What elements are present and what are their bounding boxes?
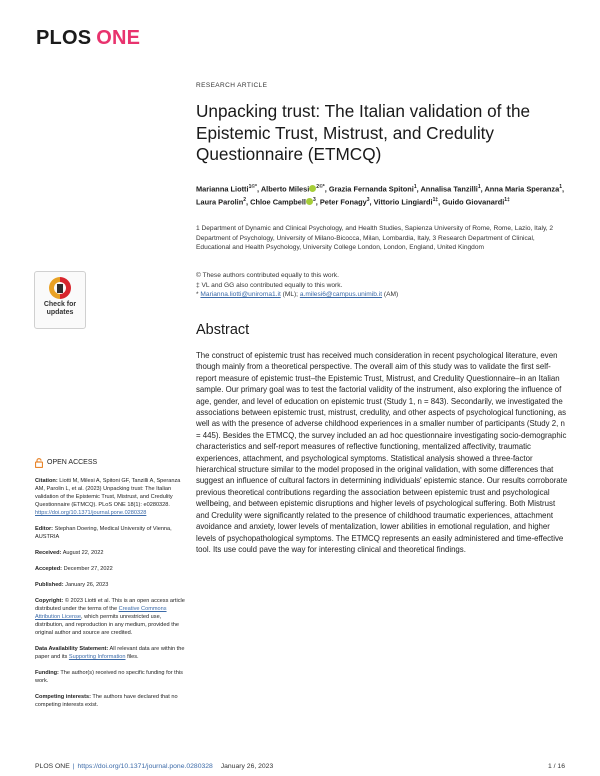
orcid-icon[interactable] — [306, 198, 313, 205]
data-availability: Data Availability Statement: All relevant data are within the paper and its Supporting Information files. — [35, 646, 185, 660]
author-affiliation-marker: 1©* — [248, 184, 257, 190]
footer-doi-link[interactable]: https://doi.org/10.1371/journal.pone.0280328 — [77, 763, 213, 770]
check-for-updates-badge[interactable] — [34, 271, 86, 329]
affiliations: 1 Department of Dynamic and Clinical Psychology, and Health Studies, Sapienza University of Rome, Rome, Lazio, Italy, 2 Department of Psychology, University of Milano-Bicocca, Milan, Lombardia, Italy, 3 Research Department of Clinical, Educational and Health Psychology, University College London, London, England, United Kingdom — [196, 225, 554, 252]
author-affiliation-marker: 2 — [243, 196, 247, 203]
author-list: Marianna Liotti$^{1©*}$, Alberto Milesi $^{2©*}$, Grazia Fernanda Spitoni$^1$, Annalisa Tanzilli$^1$, Anna Maria Speranza$^1$, Laura Parolin$^2$, Chloe Campbell $^3$, Peter Fonagy$^3$, Vittorio Lingiardi$^{1\ddagger}$, Guido Giovanardi$^{1\ddagger}$ — [196, 184, 565, 207]
page-number: 1 / 16 — [547, 763, 565, 770]
email-link-liotti[interactable]: Marianna.liotti@uniroma1.it — [200, 291, 281, 299]
email1-tag: (ML); — [282, 291, 299, 299]
footer-date: January 26, 2023 — [220, 763, 274, 770]
email-link-milesi[interactable]: a.milesi6@campus.unimib.it — [299, 291, 383, 299]
received-date: Received: August 22, 2022 — [35, 550, 104, 556]
corresponding-author-note — [196, 290, 568, 300]
author-affiliation-marker: 1 — [477, 184, 481, 190]
author-name[interactable]: Anna Maria Speranza — [484, 184, 560, 194]
abstract-text: The construct of epistemic trust has received much consideration in recent psychological literature, even though mainly from a theoretical perspective. The overall aim of this study was to validate the first self-report measure of epistemic trust–the Epistemic Trust, Mistrust, and Credulity Questionnaire–in an Italian sample. Our primary goal was to test the factorial validity of the instrument, also exploring the influence of age, gender, and level of education on epistemic trust (Study 1, n = 843). Secondarily, we investigated the associations between epistemic trust, mistrust, credulity, and other aspects of psychological functioning, as well as with the presence of adverse childhood experiences in a smaller number of participants (Study 2, n = 445). Besides the ETMCQ, the survey included an ad hoc questionnaire investigating socio-demographic characteristics and self-report measures of reflective functioning, mentalized affectivity, traumatic experiences, attachment, and psychological symptoms. Statistical analysis showed a three-factor hierarchical structure similar to the model proposed in the original validation, with some differences that suggest an influence of cultural factors in determining individuals' epistemic stance. Our results corroborate previous theoretical contributions regarding the association between epistemic trust and psychological wellbeing, and between epistemic disruptions and higher levels of psychological suffering. Both Mistrust and Credulity were significantly related to the presence of childhood traumatic experiences, attachment avoidance and anxiety, lower levels of mentalization, lower abilities in emotional regulation, and higher levels of psychopathological symptoms. The ETMCQ represents an easily administered and time-effective tool. Its use could pave the way for interesting clinical and theoretical findings. — [196, 351, 568, 554]
author-affiliation-marker: 1 — [559, 184, 562, 190]
author-name[interactable]: Laura Parolin — [196, 197, 244, 207]
author-affiliation-marker: 1‡ — [432, 196, 439, 203]
open-lock-icon — [35, 458, 43, 468]
email2-tag: (AM) — [383, 291, 399, 299]
footer-journal: PLOS ONE — [35, 763, 70, 770]
accepted-date: Accepted: December 27, 2022 — [35, 566, 113, 572]
open-access-row — [35, 458, 185, 468]
logo-plos: PLOS — [36, 27, 92, 49]
article-type-label: RESEARCH ARTICLE — [196, 82, 268, 89]
author-name[interactable]: Alberto Milesi — [260, 184, 310, 194]
author-name[interactable]: Marianna Liotti — [196, 184, 249, 194]
abstract-heading: Abstract — [196, 322, 250, 338]
check-for-updates-label: Check for updates — [43, 301, 77, 316]
also-contributed-note: ‡ VL and GG also contributed equally to this work. — [196, 281, 343, 289]
equal-contribution-note: © These authors contributed equally to this work. — [196, 272, 339, 279]
published-date: Published: January 26, 2023 — [35, 582, 109, 588]
page-footer: PLOS ONE | https://doi.org/10.1371/journal.pone.0280328 January 26, 2023 1 / 16 — [35, 763, 565, 770]
author-name[interactable]: Guido Giovanardi — [442, 197, 505, 207]
competing-interests: Competing interests: The authors have declared that no competing interests exist. — [35, 694, 178, 708]
supporting-information-link[interactable]: Supporting Information — [68, 654, 126, 660]
author-affiliation-marker: 3 — [366, 196, 370, 203]
article-info-sidebar — [35, 458, 185, 717]
author-name[interactable]: Chloe Campbell — [250, 197, 306, 207]
author-name[interactable]: Peter Fonagy — [319, 197, 367, 207]
corr-marker: * — [196, 291, 199, 299]
author-name[interactable]: Grazia Fernanda Spitoni — [328, 184, 414, 194]
logo-one: ONE — [96, 27, 141, 49]
editor: Editor: Stephan Doering, Medical University of Vienna, AUSTRIA — [35, 526, 172, 540]
journal-logo — [36, 27, 140, 50]
article-title: Unpacking trust: The Italian validation of the Epistemic Trust, Mistrust, and Credulity Questionnaire (ETMCQ) — [196, 101, 531, 164]
license-link[interactable]: Creative Commons Attribution License — [35, 606, 167, 620]
author-affiliation-marker: 3 — [312, 196, 316, 203]
author-affiliation-marker: 2©* — [316, 184, 325, 190]
author-notes — [196, 271, 568, 300]
open-access-label: OPEN ACCESS — [47, 459, 98, 466]
author-affiliation-marker: 1 — [413, 184, 417, 190]
copyright: Copyright: © 2023 Liotti et al. This is an open access article distributed under the terms of the Creative Commons Attribution License, which permits unrestricted use, distribution, and reproduction in any medium, provided the original author and source are credited. — [35, 598, 185, 636]
citation: Citation: Liotti M, Milesi A, Spitoni GF, Tanzilli A, Speranza AM, Parolin L, et al. (2023) Unpacking trust: The Italian validation of the Epistemic Trust, Mistrust, and Credulity Questionnaire (ETMCQ). PLoS ONE 18(1): e0280328. https://doi.org/10.1371/journal.pone.0280328 — [35, 478, 181, 516]
author-name[interactable]: Vittorio Lingiardi — [373, 197, 433, 207]
author-affiliation-marker: 1‡ — [504, 196, 510, 203]
citation-doi-link[interactable]: https://doi.org/10.1371/journal.pone.0280328 — [35, 510, 147, 516]
check-for-updates-icon — [49, 277, 71, 299]
author-name[interactable]: Annalisa Tanzilli — [420, 184, 478, 194]
funding: Funding: The author(s) received no specific funding for this work. — [35, 670, 183, 684]
